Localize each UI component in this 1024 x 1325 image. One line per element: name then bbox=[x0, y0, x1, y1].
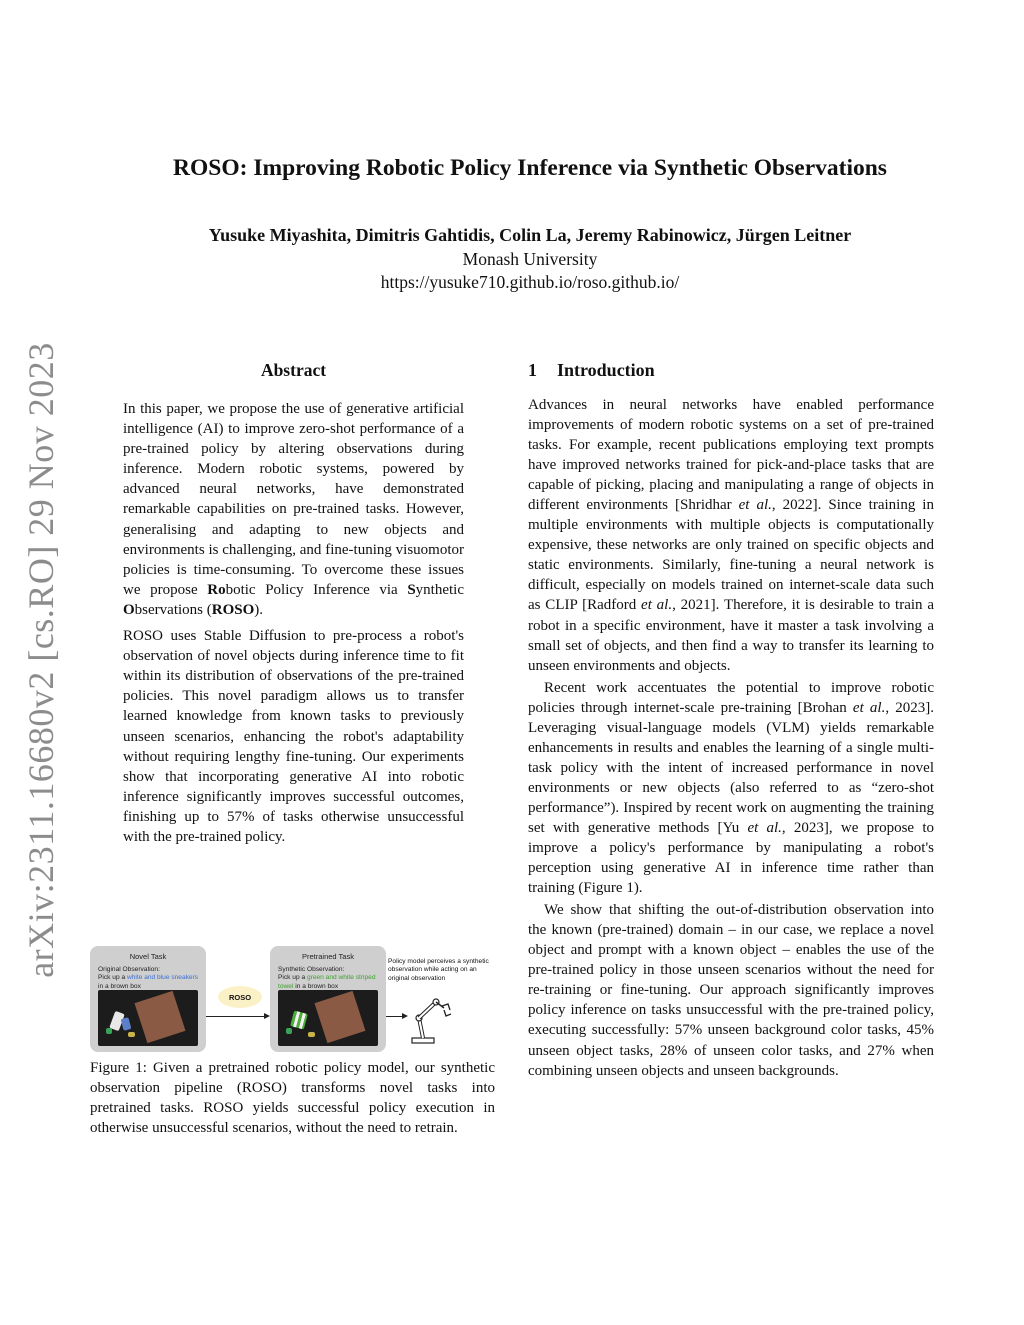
citation-etal: et al. bbox=[738, 497, 772, 514]
pretrained-task-panel bbox=[270, 946, 386, 1052]
abstract-text: ). bbox=[254, 601, 264, 618]
arxiv-stamp bbox=[10, 342, 72, 978]
sneaker-object bbox=[121, 1017, 132, 1031]
obs-label: Synthetic Observation: bbox=[278, 966, 345, 973]
citation-etal: et al. bbox=[641, 597, 673, 614]
section-title: Introduction bbox=[557, 360, 655, 380]
abstract-paragraph-1 bbox=[123, 399, 464, 620]
abstract-paragraph-2: ROSO uses Stable Diffusion to pre-process a robot's observation of novel objects during inference time to fit within its distribution of observations of the pre-trained policies. This novel paradigm allows us to transfer learned knowledge from known tasks to previously unseen scenarios, enhancing the robot's adaptability without requiring lengthy fine-tuning. Our experiments show that incorporating generative AI into robotic inference significantly improves successful outcomes, finishing up to 57% of tasks otherwise unsuccessful with the pre-trained policy. bbox=[123, 628, 464, 845]
novel-object-name: white and blue sneakers bbox=[126, 974, 199, 982]
figure-caption: Figure 1: Given a pretrained robotic policy model, our synthetic observation pipeline (ROSO) transforms novel tasks into pretrained tasks. ROSO yields successful policy execution in otherwise unsuccessful scenarios, without the need to retrain. bbox=[90, 1060, 495, 1137]
arrow-line bbox=[206, 1016, 268, 1017]
distractor-object bbox=[308, 1032, 315, 1037]
obs-text: Pick up a bbox=[278, 974, 307, 982]
section-number: 1 bbox=[528, 360, 537, 380]
robot-arm-icon bbox=[408, 990, 456, 1046]
distractor-object bbox=[106, 1028, 112, 1034]
abstract-text: ynthetic bbox=[415, 581, 464, 598]
policy-note: Policy model perceives a synthetic observation while acting on an original observation bbox=[388, 958, 489, 982]
abstract-text: botic Policy Inference via bbox=[225, 581, 408, 598]
affiliation: Monash University bbox=[462, 249, 598, 269]
figure-1 bbox=[90, 946, 495, 1054]
striped-towel-object bbox=[290, 1010, 308, 1029]
obs-label: Original Observation: bbox=[98, 966, 160, 973]
abstract-text: In this paper, we propose the use of generative artificial intelligence (AI) to improve zero-shot performance of a pre-trained policy by altering observations during inference. Modern robotic systems, powered by advanced neural networks, have demonstrated remarkable capabilities on pre-trained tasks. However, generalising and adapting to new objects and environments is challenging, and fine-tuning visuomotor policies is time-consuming. To overcome these issues we propose bbox=[123, 401, 464, 598]
intro-text: , 2023]. Leveraging visual-language models (VLM) yields remarkable enhancements in results and enables the learning of a single multi-task policy with the intent of increased performance in novel environments or new objects (also referred to as “zero-shot performance”). Inspired by recent work on augmenting the training set with generative methods [Yu bbox=[528, 699, 935, 836]
intro-paragraph-1 bbox=[528, 395, 934, 676]
acronym-ro: Ro bbox=[207, 581, 226, 598]
brown-box bbox=[134, 991, 185, 1043]
pretrained-task-observation bbox=[278, 966, 382, 991]
intro-text: Advances in neural networks have enabled performance improvements of modern robotic systems on a set of pre-trained tasks. For example, recent publications employing text prompts have improved networks trained for pick-and-place tasks that are capable of picking, placing and manipulating a range of objects in different environments [Shridhar bbox=[528, 397, 934, 514]
obs-text: in a brown box bbox=[293, 982, 339, 990]
paper-title: ROSO: Improving Robotic Policy Inference via Synthetic Observations bbox=[173, 155, 887, 181]
acronym-o: O bbox=[123, 601, 135, 618]
distractor-object bbox=[286, 1028, 292, 1034]
obs-text: in a brown box bbox=[98, 982, 141, 990]
pretrained-task-title: Pretrained Task bbox=[302, 952, 354, 961]
intro-paragraph-2 bbox=[528, 678, 934, 899]
obs-text: Pick up a bbox=[98, 974, 127, 982]
brown-box bbox=[314, 991, 365, 1043]
intro-text: Recent work accentuates the potential to improve robotic policies through internet-scale pre-training [Brohan bbox=[528, 679, 934, 716]
arxiv-id[interactable]: arXiv:2311.16680v2 [cs.RO] 29 Nov 2023 bbox=[21, 342, 62, 978]
acronym-roso: ROSO bbox=[211, 601, 255, 618]
novel-task-panel bbox=[90, 946, 206, 1052]
citation-etal: et al. bbox=[852, 699, 886, 716]
distractor-object bbox=[128, 1032, 135, 1037]
roso-module: ROSO bbox=[218, 986, 262, 1008]
abstract-text: bservations ( bbox=[134, 601, 212, 618]
abstract-body bbox=[123, 399, 464, 847]
intro-text: , 2021]. Therefore, it is desirable to train a robot in a specific environment, have it master a task involving a small set of objects, and then find a way to transfer its learning to unseen environments and objects. bbox=[528, 597, 935, 674]
abstract-heading: Abstract bbox=[260, 360, 327, 380]
novel-scene-photo bbox=[98, 990, 198, 1046]
novel-task-title: Novel Task bbox=[129, 952, 167, 961]
pretrained-object-name: green and white striped towel bbox=[278, 974, 376, 990]
author-list: Yusuke Miyashita, Dimitris Gahtidis, Colin La, Jeremy Rabinowicz, Jürgen Leitner bbox=[208, 225, 852, 245]
introduction-body bbox=[528, 395, 934, 1081]
synthetic-scene-photo bbox=[278, 990, 378, 1046]
acronym-s: S bbox=[407, 581, 416, 598]
intro-paragraph-3: We show that shifting the out-of-distribution observation into the known (pre-trained) domain – in our case, we replace a novel object and prompt with a known object – enables the use of the pre-trained policy in those unseen scenarios without the need for re-training or fine-tuning. Our approach significantly improves policy inference on tasks unsuccessful with the pre-trained policy, executing successfully: 57% unseen background color tasks, 45% unseen object tasks, 28% of unseen color tasks, and 27% when combining unseen objects and unseen backgrounds. bbox=[528, 902, 934, 1079]
section-heading-introduction bbox=[528, 360, 934, 381]
intro-text: , 2023], we propose to improve a policy's performance by manipulating a robot's perception using generative AI in inference time rather than training (Figure 1). bbox=[528, 819, 934, 897]
project-url[interactable]: https://yusuke710.github.io/roso.github.io/ bbox=[380, 272, 680, 292]
citation-etal: et al. bbox=[747, 819, 782, 836]
novel-task-observation bbox=[98, 966, 202, 991]
intro-text: , 2022]. Since training in multiple environments with multiple objects is computationally expensive, these networks are only trained on specific objects and static environments. Similarly, fine-tuning a neural network is difficult, especially on models trained on internet-scale data such as CLIP [Radford bbox=[528, 497, 934, 614]
